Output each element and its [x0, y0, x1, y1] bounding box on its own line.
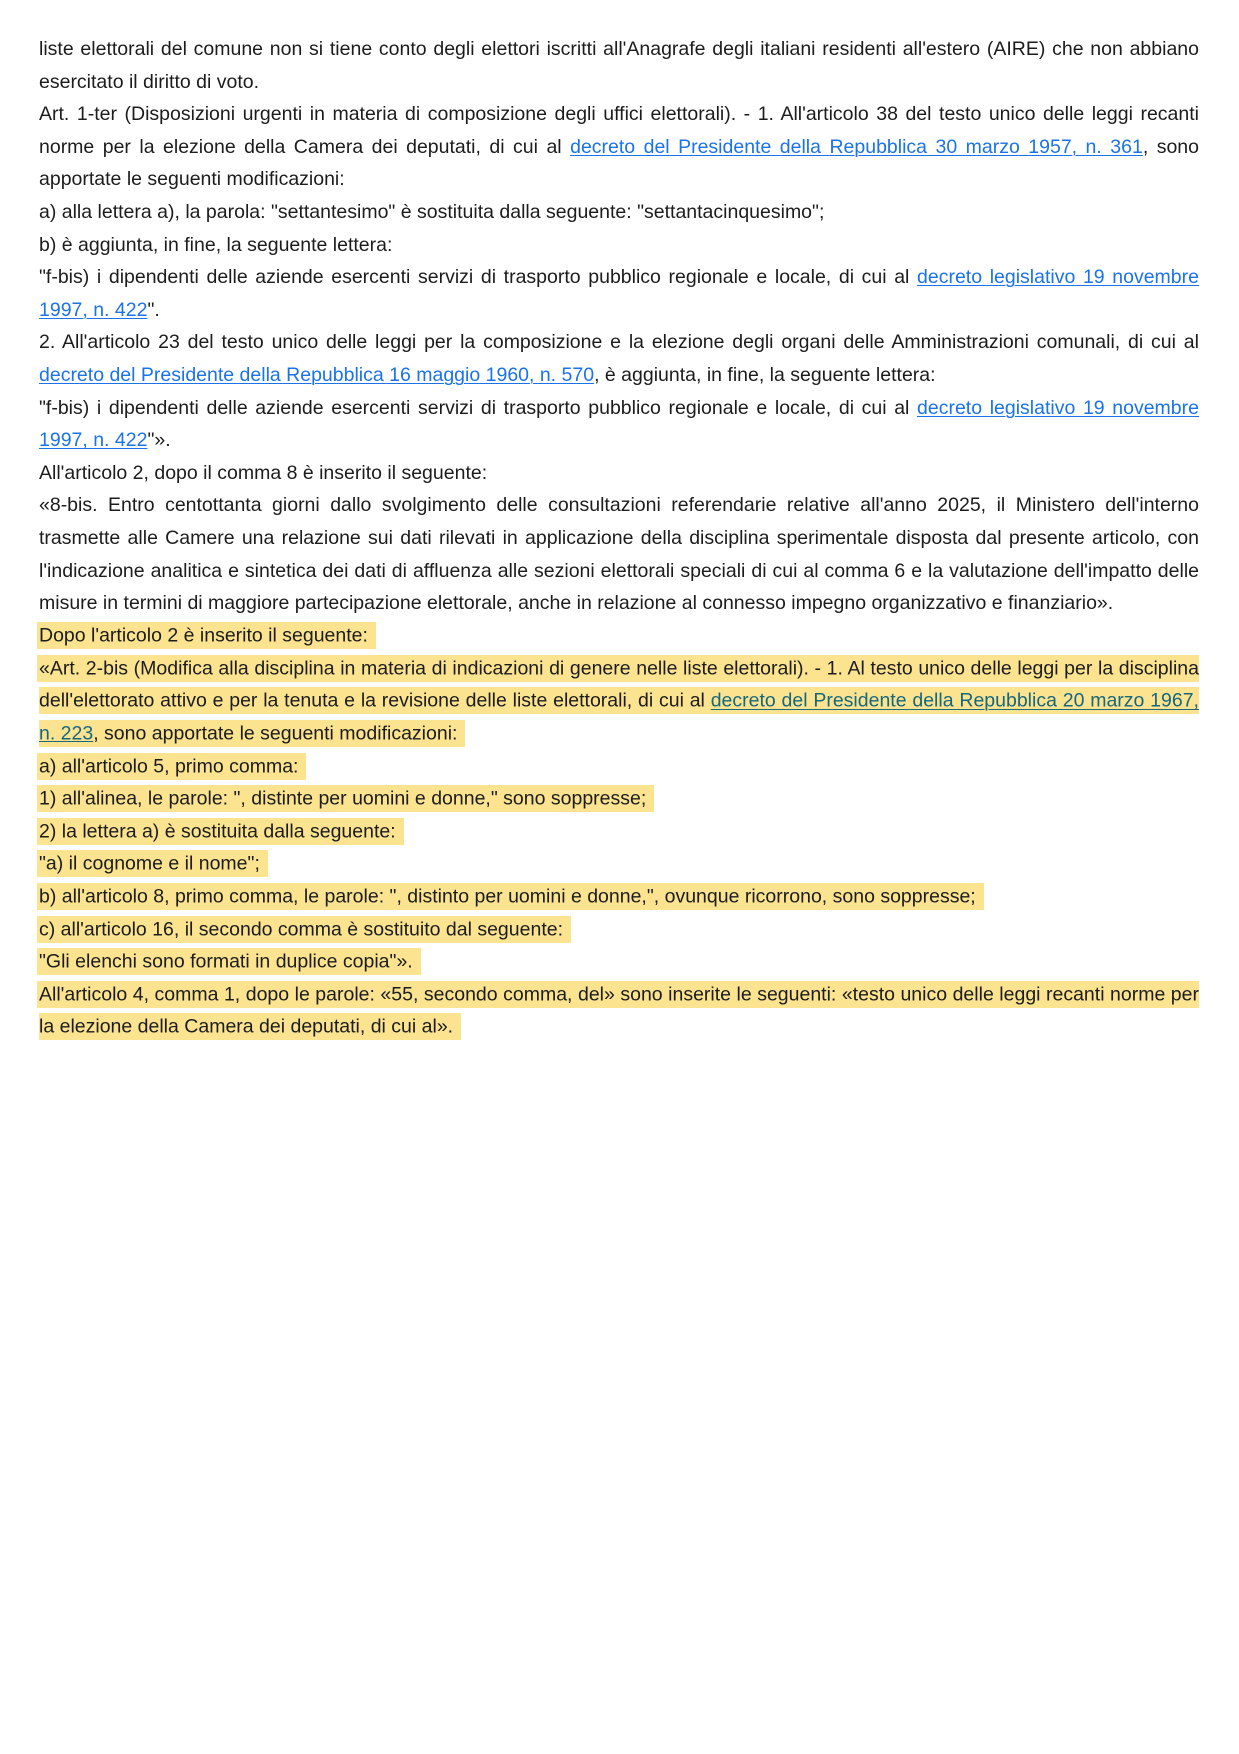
law-reference-link[interactable]: decreto legislativo 19 novembre 1997, n. 422	[39, 396, 1199, 452]
text-segment: «8-bis. Entro centottanta giorni dallo svolgimento delle consultazioni referendarie relative all'anno 2025, il Ministero dell'interno trasmette alle Camere una relazione sui dati rilevati in applicazione della disciplina sperimentale disposta dal presente articolo, con l'indicazione analitica e sintetica dei dati di affluenza alle sezioni elettorali speciali di cui al comma 6 e la valutazione dell'impatto delle misure in termini di maggiore partecipazione elettorale, anche in relazione al connesso impegno organizzativo e finanziario».	[39, 494, 1199, 615]
text-segment: , è aggiunta, in fine, la seguente lettera:	[594, 363, 936, 386]
text-segment: 2. All'articolo 23 del testo unico delle leggi per la composizione e la elezione degli organi delle Amministrazioni comunali, di cui al	[39, 331, 1199, 354]
text-segment: a) all'articolo 5, primo comma:	[39, 755, 299, 778]
paragraph	[39, 848, 1199, 881]
text-segment: ".	[147, 298, 160, 321]
paragraph	[39, 652, 1199, 750]
law-reference-link[interactable]: decreto del Presidente della Repubblica 30 marzo 1957, n. 361	[570, 135, 1143, 158]
paragraph	[39, 783, 1199, 816]
text-segment: , sono apportate le seguenti modificazioni:	[93, 722, 458, 745]
highlighted-text	[37, 655, 1199, 747]
law-reference-link[interactable]: decreto legislativo 19 novembre 1997, n. 422	[39, 266, 1199, 321]
paragraph	[39, 880, 1199, 913]
text-segment: , sono apportate le seguenti modificazioni:	[39, 135, 1199, 191]
paragraph	[39, 392, 1199, 457]
paragraph	[39, 457, 1199, 490]
highlighted-text	[37, 785, 654, 812]
text-segment: "f-bis) i dipendenti delle aziende esercenti servizi di trasporto pubblico regionale e locale, di cui al	[39, 266, 918, 289]
text-segment: c) all'articolo 16, il secondo comma è sostituito dal seguente:	[39, 918, 563, 941]
paragraph	[39, 750, 1199, 783]
paragraph	[39, 946, 1199, 979]
paragraph	[39, 815, 1199, 848]
highlighted-text	[37, 948, 421, 975]
text-segment: «Art. 2-bis (Modifica alla disciplina in materia di indicazioni di genere nelle liste elettorali). - 1. Al testo unico delle leggi per la disciplina dell'elettorato attivo e per la tenuta e la revisione delle liste elettorali, di cui al	[39, 657, 1199, 712]
highlighted-text	[37, 916, 571, 943]
text-segment: "a) il cognome e il nome";	[39, 852, 260, 875]
text-segment: "f-bis) i dipendenti delle aziende esercenti servizi di trasporto pubblico regionale e locale, di cui al	[39, 396, 918, 419]
highlighted-text	[37, 981, 1199, 1041]
law-reference-link[interactable]: decreto del Presidente della Repubblica 16 maggio 1960, n. 570	[39, 363, 595, 386]
text-segment: 2) la lettera a) è sostituita dalla seguente:	[39, 820, 396, 843]
paragraph	[39, 326, 1199, 391]
text-segment: b) è aggiunta, in fine, la seguente lettera:	[39, 233, 393, 256]
paragraph	[39, 620, 1199, 653]
paragraph	[39, 489, 1199, 619]
text-segment: All'articolo 2, dopo il comma 8 è inserito il seguente:	[39, 461, 488, 484]
paragraph	[39, 261, 1199, 326]
law-reference-link[interactable]: decreto del Presidente della Repubblica 20 marzo 1967, n. 223	[39, 689, 1199, 745]
text-segment: "».	[147, 429, 171, 452]
text-segment: liste elettorali del comune non si tiene conto degli elettori iscritti all'Anagrafe degli italiani residenti all'estero (AIRE) che non abbiano esercitato il diritto di voto.	[39, 38, 1199, 93]
highlighted-text	[37, 753, 306, 780]
paragraph	[39, 229, 1199, 262]
highlighted-text	[37, 818, 404, 845]
highlighted-text	[37, 622, 376, 649]
text-segment: a) alla lettera a), la parola: "settantesimo" è sostituita dalla seguente: "settantacinquesimo";	[39, 200, 825, 223]
text-segment: Dopo l'articolo 2 è inserito il seguente:	[39, 624, 368, 647]
highlighted-text	[37, 883, 984, 910]
text-segment: All'articolo 4, comma 1, dopo le parole: «55, secondo comma, del» sono inserite le seguenti: «testo unico delle leggi recanti norme per la elezione della Camera dei deputati, di cui al».	[39, 983, 1199, 1038]
text-segment: 1) all'alinea, le parole: ", distinte per uomini e donne," sono soppresse;	[39, 787, 647, 810]
text-segment: "Gli elenchi sono formati in duplice copia"».	[39, 950, 413, 973]
text-segment: b) all'articolo 8, primo comma, le parole: ", distinto per uomini e donne,", ovunque ricorrono, sono soppresse;	[39, 885, 976, 908]
text-segment: Art. 1-ter (Disposizioni urgenti in materia di composizione degli uffici elettorali). - 1. All'articolo 38 del testo unico delle leggi recanti norme per la elezione della Camera dei deputati, di cui al	[39, 103, 1199, 158]
paragraph	[39, 913, 1199, 946]
paragraph	[39, 196, 1199, 229]
paragraph	[39, 98, 1199, 196]
highlighted-text	[37, 850, 268, 877]
paragraph	[39, 33, 1199, 98]
paragraph	[39, 978, 1199, 1043]
